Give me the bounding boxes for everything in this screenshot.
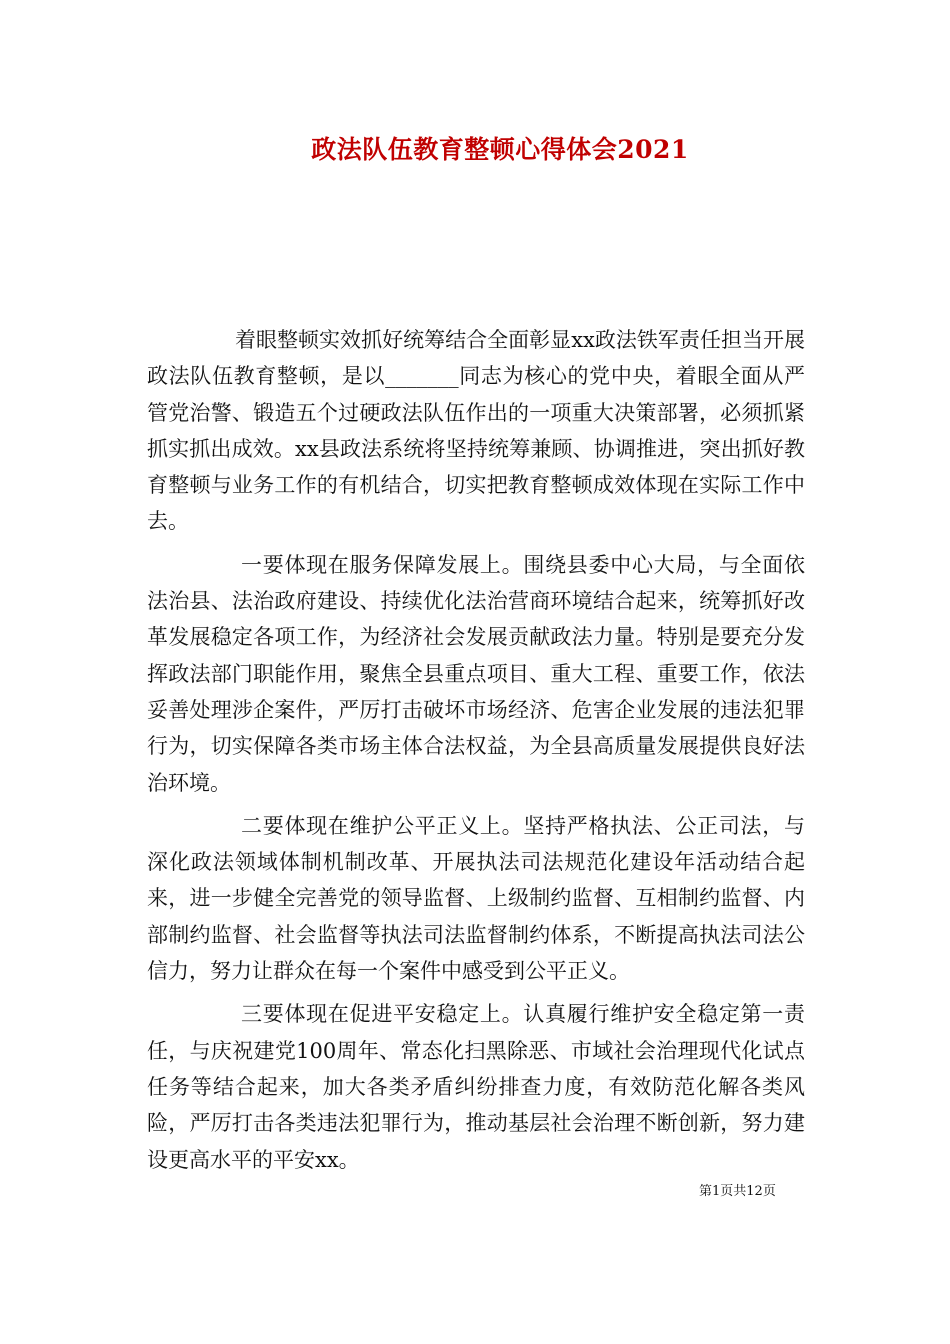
- document-body: [147, 322, 805, 1185]
- paragraph-section-3: 三要体现在促进平安稳定上。认真履行维护安全稳定第一责任，与庆祝建党100周年、常态化扫黑除恶、市域社会治理现代化试点任务等结合起来，加大各类矛盾纠纷排查力度，有效防范化解各类风险，严厉打击各类违法犯罪行为，推动基层社会治理不断创新，努力建设更高水平的平安xx。: [147, 1002, 805, 1172]
- paragraph-section-2: 二要体现在维护公平正义上。坚持严格执法、公正司法，与深化政法领域体制机制改革、开展执法司法规范化建设年活动结合起来，进一步健全完善党的领导监督、上级制约监督、互相制约监督、内部制约监督、社会监督等执法司法监督制约体系，不断提高执法司法公信力，努力让群众在每一个案件中感受到公平正义。: [147, 813, 805, 984]
- paragraph-section-1: 一要体现在服务保障发展上。围绕县委中心大局，与全面依法治县、法治政府建设、持续优化法治营商环境结合起来，统筹抓好改革发展稳定各项工作，为经济社会发展贡献政法力量。特别是要充分发挥政法部门职能作用，聚焦全县重点项目、重大工程、重要工作，依法妥善处理涉企案件，严厉打击破坏市场经济、危害企业发展的违法犯罪行为，切实保障各类市场主体合法权益，为全县高质量发展提供良好法治环境。: [147, 552, 805, 795]
- page-number-footer: 第1页共12页: [699, 1184, 776, 1199]
- page-title: 政法队伍教育整顿心得体会2021: [311, 135, 689, 164]
- paragraph-intro: 着眼整顿实效抓好统筹结合全面彰显xx政法铁军责任担当开展政法队伍教育整顿，是以_______同志为核心的党中央，着眼全面从严管党治警、锻造五个过硬政法队伍作出的一项重大决策部署，必须抓紧抓实抓出成效。xx县政法系统将坚持统筹兼顾、协调推进，突出抓好教育整顿与业务工作的有机结合，切实把教育整顿成效体现在实际工作中去。: [147, 328, 805, 534]
